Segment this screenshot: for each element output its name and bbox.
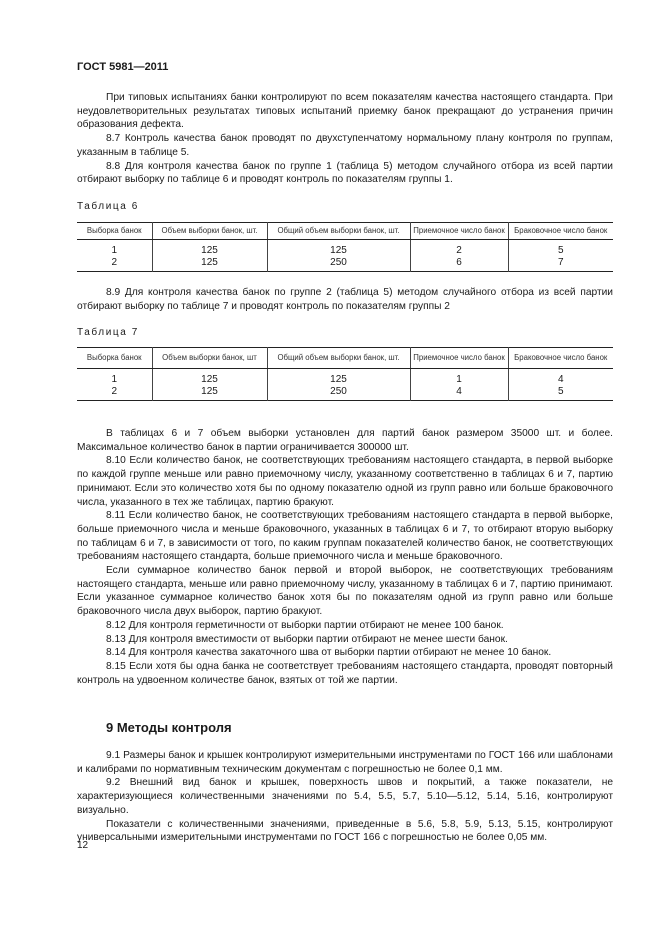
column-header: Общий объем выборки банок, шт. bbox=[267, 348, 410, 369]
column-header: Объем выборки банок, шт bbox=[152, 348, 267, 369]
cell: 2 bbox=[111, 256, 118, 268]
cell: 2 bbox=[410, 240, 508, 257]
text-block-1 bbox=[77, 91, 613, 187]
paragraph-8-8: 8.8 Для контроля качества банок по группе 1 (таблица 5) методом случайного отбора из всей партии отбирают выборку по таблице 6 и проводят контроль по показателям группы 1. bbox=[77, 160, 613, 186]
cell: 125 bbox=[152, 257, 267, 272]
text-block-2 bbox=[77, 427, 613, 687]
cell: 125 bbox=[267, 369, 410, 386]
table-7-label: Таблица 7 bbox=[77, 327, 139, 338]
column-header: Браковочное число банок bbox=[508, 223, 613, 240]
paragraph-8-9: 8.9 Для контроля качества банок по группе 2 (таблица 5) методом случайного отбора из всей партии отбирают выборку по таблице 7 и проводят контроль по показателям группы 2 bbox=[77, 287, 613, 312]
table-row bbox=[77, 240, 613, 257]
column-header: Приемочное число банок bbox=[410, 348, 508, 369]
paragraph-8-13: 8.13 Для контроля вместимости от выборки партии отбирают не менее шести банок. bbox=[106, 633, 508, 645]
cell: 6 bbox=[410, 257, 508, 272]
paragraph: При типовых испытаниях банки контролируют по всем показателям качества настоящего стандарта. При неудовлетворительных результатах типовых испытаний приемку банок прекращают до устранения причин образования дефекта. bbox=[77, 92, 613, 131]
cell: 125 bbox=[267, 240, 410, 257]
cell: 2 bbox=[111, 385, 118, 397]
table-row bbox=[77, 257, 613, 272]
text-block-3 bbox=[77, 749, 613, 845]
cell: 1 bbox=[410, 369, 508, 386]
column-header: Выборка банок bbox=[77, 348, 152, 369]
table-header-row bbox=[77, 348, 613, 369]
paragraph-8-15: 8.15 Если хотя бы одна банка не соответствует требованиям настоящего стандарта, проводят повторный контроль на удвоенном количестве банок, взятых от той же партии. bbox=[77, 660, 613, 686]
paragraph: Если суммарное количество банок первой и второй выборок, не соответствующих требованиям настоящего стандарта, меньше или равно приемочному числу, указанному в таблицах 6 и 7, партию принимают. Если указанное суммарное количество банок хотя бы по показателям одной из групп равно или больше браковочного числа двух выборок, партию бракуют. bbox=[77, 565, 613, 618]
cell: 4 bbox=[410, 386, 508, 401]
column-header: Общий объем выборки банок, шт. bbox=[267, 223, 410, 240]
paragraph-8-14: 8.14 Для контроля качества закаточного шва от выборки партии отбирают не менее 10 банок. bbox=[106, 647, 552, 659]
table-7 bbox=[77, 347, 613, 401]
column-header: Браковочное число банок bbox=[508, 348, 613, 369]
cell: 125 bbox=[152, 240, 267, 257]
document-header: ГОСТ 5981—2011 bbox=[77, 61, 169, 73]
table-6 bbox=[77, 222, 613, 272]
cell: 1 bbox=[111, 245, 118, 256]
paragraph: Показатели с количественными значениями, приведенные в 5.6, 5.8, 5.9, 5.13, 5.15, контролируют универсальными измерительными инструментами по ГОСТ 166 с погрешностью не более 0,05 мм. bbox=[77, 818, 613, 844]
cell: 125 bbox=[152, 369, 267, 386]
paragraph-8-12: 8.12 Для контроля герметичности от выборки партии отбирают не менее 100 банок. bbox=[106, 619, 504, 631]
paragraph-8-7: 8.7 Контроль качества банок проводят по двухступенчатому нормальному плану контроля по группам, указанным в таблице 5. bbox=[77, 133, 613, 158]
table-6-label: Таблица 6 bbox=[77, 201, 139, 212]
paragraph: В таблицах 6 и 7 объем выборки установлен для партий банок размером 35000 шт. и более. Максимальное количество банок в партии ограничивается 300000 шт. bbox=[77, 428, 613, 453]
cell: 4 bbox=[508, 369, 613, 386]
paragraph-8-10: 8.10 Если количество банок, не соответствующих требованиям настоящего стандарта, в первой выборке по каждой группе меньше или равно приемочному числу, указанному соответственно в таблицах 6 и 7, партию принимают. Если это количество хотя бы по одному показателю одной из групп равно или больше браковочного числа, указанного в тех же таблицах, партию бракуют. bbox=[77, 455, 613, 508]
cell: 250 bbox=[267, 257, 410, 272]
text-block-8-9 bbox=[77, 286, 613, 313]
cell: 250 bbox=[267, 386, 410, 401]
table-row bbox=[77, 386, 613, 401]
cell: 7 bbox=[508, 257, 613, 272]
section-heading: 9 Методы контроля bbox=[106, 720, 232, 735]
paragraph-9-2: 9.2 Внешний вид банок и крышек, поверхность швов и покрытий, а также показатели, не характеризующиеся количественными значениями по 5.4, 5.5, 5.7, 5.10—5.12, 5.14, 5.16, контролируют визуально. bbox=[77, 777, 613, 816]
column-header: Выборка банок bbox=[77, 223, 152, 240]
cell: 125 bbox=[152, 386, 267, 401]
cell: 5 bbox=[508, 240, 613, 257]
paragraph-8-11: 8.11 Если количество банок, не соответствующих требованиям настоящего стандарта в первой выборке, больше приемочного числа и меньше браковочного, указанных в таблицах 6 и 7, то отбирают вторую выборку по таблицам 6 и 7, в зависимости от того, по каким группам показателей количество банок, не соответствующих требованиям настоящего стандарта, больше приемочного числа и меньше браковочного. bbox=[77, 510, 613, 563]
cell: 5 bbox=[508, 386, 613, 401]
cell: 1 bbox=[111, 374, 118, 385]
page-number: 12 bbox=[77, 840, 89, 851]
table-header-row bbox=[77, 223, 613, 240]
column-header: Объем выборки банок, шт. bbox=[152, 223, 267, 240]
column-header: Приемочное число банок bbox=[410, 223, 508, 240]
table-row bbox=[77, 369, 613, 386]
paragraph-9-1: 9.1 Размеры банок и крышек контролируют измерительными инструментами по ГОСТ 166 или шаблонами и калибрами по нормативным техническим документам с погрешностью не более 0,1 мм. bbox=[77, 750, 613, 775]
